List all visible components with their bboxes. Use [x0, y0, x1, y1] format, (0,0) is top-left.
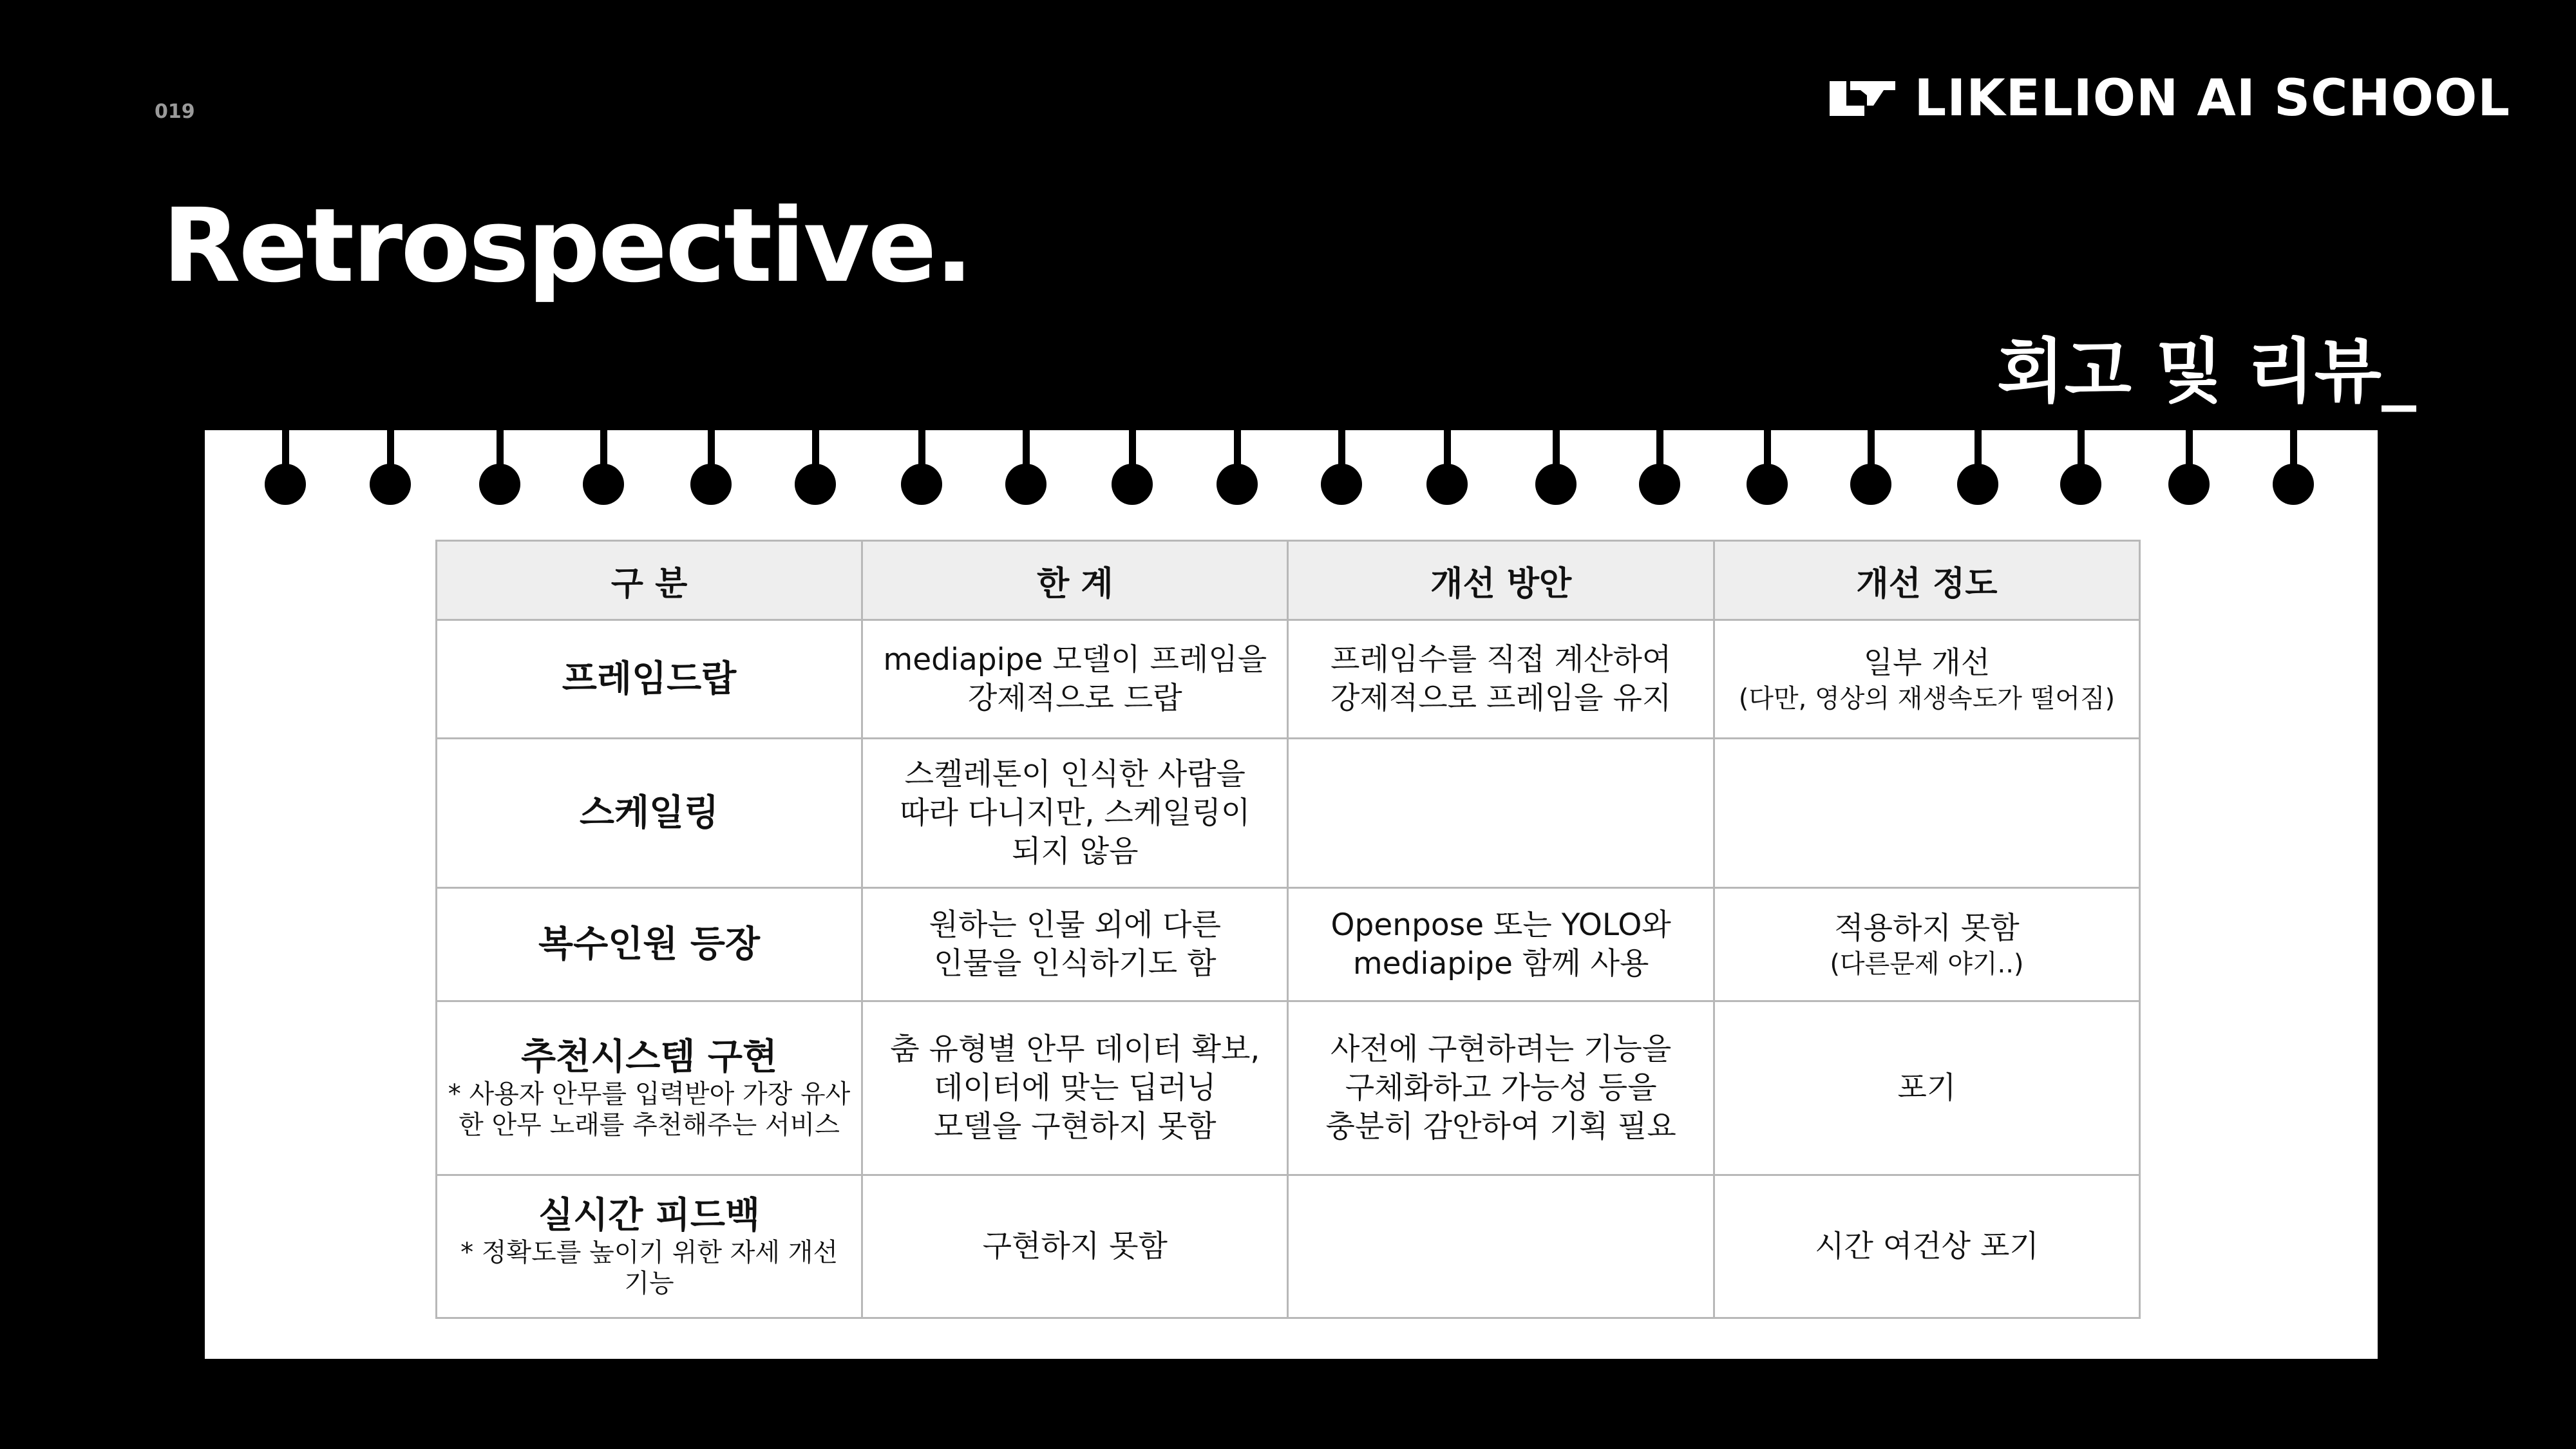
page-number: 019	[155, 100, 195, 123]
binder-ring	[1321, 428, 1362, 505]
binder-ring	[1005, 428, 1046, 505]
binder-ring	[1426, 428, 1468, 505]
header-degree: 개선 정도	[1714, 541, 2139, 620]
row-improvement	[1288, 1175, 1714, 1318]
table-row	[437, 1001, 2140, 1175]
row-improvement: 프레임수를 직접 계산하여 강제적으로 프레임을 유지	[1288, 620, 1714, 739]
table-row	[437, 1175, 2140, 1318]
binder-ring	[1639, 428, 1680, 505]
binder-ring	[2168, 428, 2210, 505]
binder-ring	[1747, 428, 1788, 505]
row-degree	[1714, 739, 2139, 888]
row-degree: 적용하지 못함 (다른문제 야기..)	[1714, 888, 2139, 1001]
row-category: 실시간 피드백 * 정확도를 높이기 위한 자세 개선 기능	[437, 1175, 862, 1318]
header-improvement: 개선 방안	[1288, 541, 1714, 620]
retrospective-table	[435, 540, 2141, 1319]
row-category: 추천시스템 구현 * 사용자 안무를 입력받아 가장 유사한 안무 노래를 추천해주는 서비스	[437, 1001, 862, 1175]
row-category: 복수인원 등장	[437, 888, 862, 1001]
notebook-paper	[205, 430, 2378, 1359]
binder-ring	[795, 428, 836, 505]
brand-logo	[1827, 70, 2510, 128]
table-row	[437, 739, 2140, 888]
brand-name: LIKELION AI SCHOOL	[1914, 70, 2510, 128]
header-limitation: 한 계	[862, 541, 1288, 620]
page-title: Retrospective.	[162, 187, 972, 305]
row-improvement	[1288, 739, 1714, 888]
row-limitation: mediapipe 모델이 프레임을 강제적으로 드랍	[862, 620, 1288, 739]
table-header-row	[437, 541, 2140, 620]
row-limitation: 원하는 인물 외에 다른 인물을 인식하기도 함	[862, 888, 1288, 1001]
binder-ring	[2273, 428, 2314, 505]
binder-ring	[901, 428, 942, 505]
row-degree: 포기	[1714, 1001, 2139, 1175]
binder-ring	[690, 428, 732, 505]
page-subtitle: 회고 및 리뷰_	[1997, 332, 2416, 412]
table-row	[437, 888, 2140, 1001]
table-row	[437, 620, 2140, 739]
binder-ring	[1957, 428, 1998, 505]
row-degree: 시간 여건상 포기	[1714, 1175, 2139, 1318]
row-improvement: Openpose 또는 YOLO와 mediapipe 함께 사용	[1288, 888, 1714, 1001]
row-limitation: 춤 유형별 안무 데이터 확보, 데이터에 맞는 딥러닝 모델을 구현하지 못함	[862, 1001, 1288, 1175]
binder-ring	[370, 428, 411, 505]
row-improvement: 사전에 구현하려는 기능을 구체화하고 가능성 등을 충분히 감안하여 기획 필요	[1288, 1001, 1714, 1175]
row-degree: 일부 개선 (다만, 영상의 재생속도가 떨어짐)	[1714, 620, 2139, 739]
binder-ring	[583, 428, 624, 505]
row-category: 프레임드랍	[437, 620, 862, 739]
header-category: 구 분	[437, 541, 862, 620]
binder-ring	[2060, 428, 2101, 505]
row-limitation: 스켈레톤이 인식한 사람을 따라 다니지만, 스케일링이 되지 않음	[862, 739, 1288, 888]
binder-ring	[1850, 428, 1891, 505]
binder-ring	[479, 428, 520, 505]
binder-ring	[265, 428, 306, 505]
likelion-mark-icon	[1827, 76, 1898, 121]
binder-ring	[1112, 428, 1153, 505]
binder-ring	[1217, 428, 1258, 505]
binder-ring	[1535, 428, 1577, 505]
row-limitation: 구현하지 못함	[862, 1175, 1288, 1318]
row-category: 스케일링	[437, 739, 862, 888]
